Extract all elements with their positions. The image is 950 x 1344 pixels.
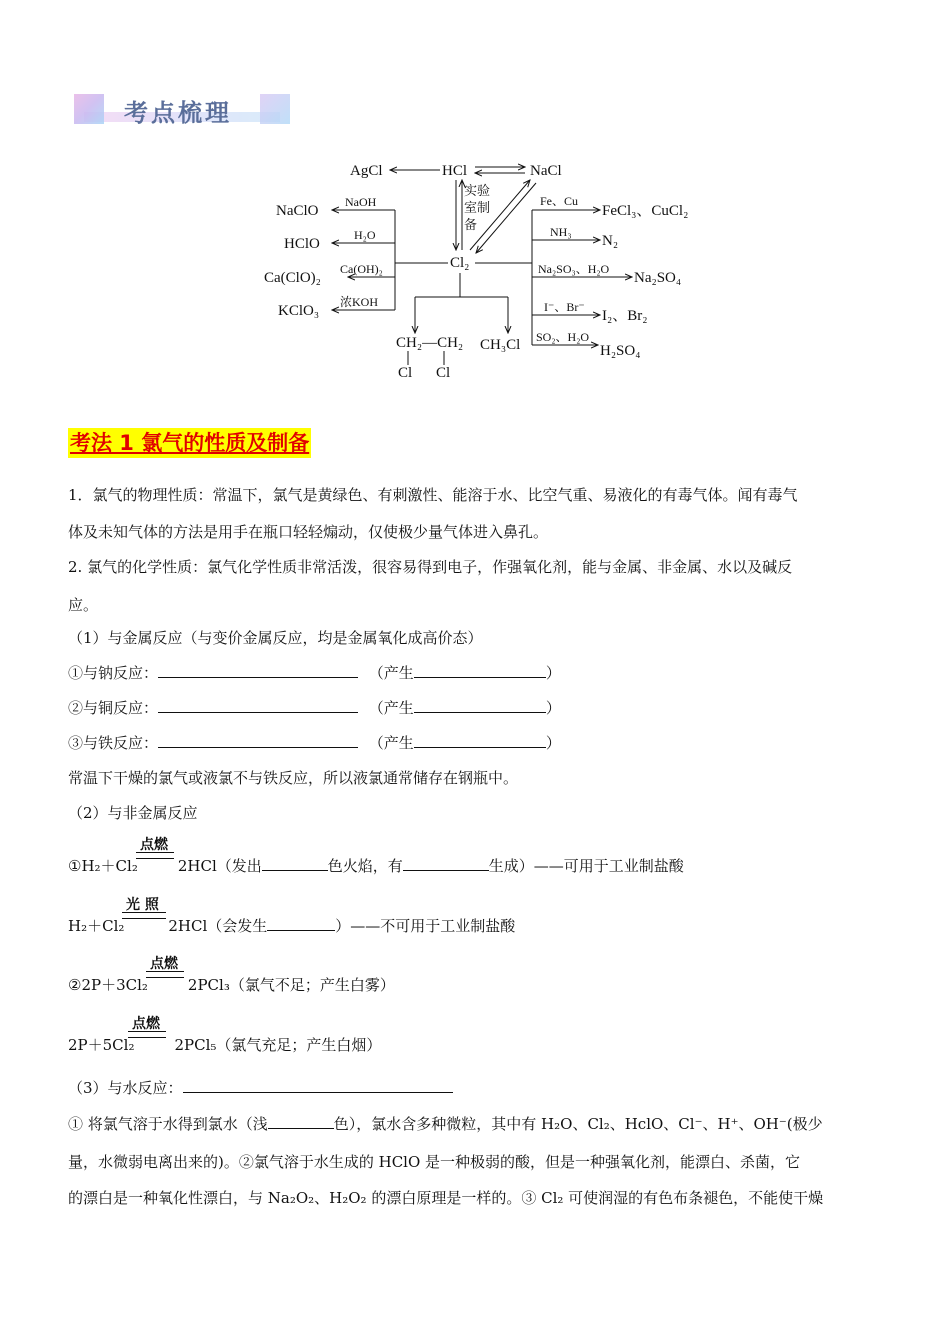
sodium-reaction [68, 663, 561, 683]
section-title: 考法 1 氯气的性质及制备 [68, 428, 311, 458]
produce-label: （产生 [368, 699, 414, 717]
reagent-fecu: Fe、Cu [540, 194, 579, 208]
product-caclo2: Ca(ClO)₂ [264, 270, 321, 286]
equation-left: 2P＋5Cl₂ [68, 1036, 135, 1054]
product-h2so4: H₂SO₄ [600, 343, 641, 359]
equation-left: ②2P＋3Cl₂ [68, 976, 148, 994]
p-cl2-pcl5-equation [68, 1035, 381, 1055]
product-naclo: NaClO [276, 203, 319, 219]
answer-blank[interactable] [414, 663, 546, 678]
physical-properties-line2: 体及未知气体的方法是用手在瓶口轻轻煽动，仅使极少量气体进入鼻孔。 [68, 523, 549, 541]
equation-left: ①H₂＋Cl₂ [68, 857, 138, 875]
answer-blank[interactable] [262, 856, 328, 871]
cl2-label: Cl₂ [450, 255, 470, 271]
chlorine-water-line1 [68, 1114, 823, 1134]
header-right-square [260, 94, 290, 124]
nacl-label: NaCl [530, 163, 562, 179]
condition-ignite: 点燃 [140, 837, 168, 853]
reagent-na2so3: Na₂SO₃、H₂O [538, 262, 610, 276]
answer-blank[interactable] [267, 916, 335, 931]
equation-right: 2PCl₅（氯气充足；产生白烟） [174, 1036, 382, 1054]
product-hclo: HClO [284, 236, 320, 252]
iron-storage-note: 常温下干燥的氯气或液氯不与铁反应，所以液氯通常储存在钢瓶中。 [68, 769, 519, 787]
lab-label-1: 实验 [464, 183, 491, 198]
condition-ignite: 点燃 [150, 956, 178, 972]
copper-label: ②与铜反应： [68, 699, 159, 717]
reagent-caoh2: Ca(OH)₂ [340, 262, 383, 276]
reagent-halide: I⁻、Br⁻ [544, 300, 585, 314]
answer-blank[interactable] [414, 733, 546, 748]
chlorine-water-text: 色），氯水含多种微粒，其中有 H₂O、Cl₂、HclO、Cl⁻、H⁺、OH⁻(极少 [333, 1115, 823, 1133]
condition-ignite: 点燃 [132, 1016, 160, 1032]
section-header [74, 92, 294, 128]
answer-blank[interactable] [158, 663, 358, 678]
chemical-properties-line2: 应。 [68, 596, 99, 614]
lab-label-3: 备 [464, 217, 478, 232]
product-na2so4: Na₂SO₄ [634, 270, 682, 286]
chlorine-reaction-diagram [264, 155, 690, 385]
equation-right: ）——不可用于工业制盐酸 [335, 917, 516, 935]
dichloroethane-cl1: Cl [398, 365, 413, 381]
chlorine-water-line3: 的漂白是一种氧化性漂白，与 Na₂O₂、H₂O₂ 的漂白原理是一样的。③ Cl₂ 可使润湿的有色布条褪色，不能使干燥 [68, 1189, 824, 1207]
equation-right: 2HCl（会发生 [168, 917, 268, 935]
sodium-label: ①与钠反应： [68, 664, 159, 682]
reagent-nh3: NH₃ [550, 225, 572, 239]
water-title-label: （3）与水反应： [68, 1079, 183, 1097]
equation-right: 色火焰，有 [327, 857, 403, 875]
iron-label: ③与铁反应： [68, 734, 159, 752]
answer-blank[interactable] [414, 698, 546, 713]
physical-properties-line1: 1．氯气的物理性质：常温下，氯气是黄绿色、有刺激性、能溶于水、比空气重、易液化的有毒气体。闻有毒气 [68, 486, 798, 504]
header-title: 考点梳理 [124, 99, 232, 127]
chlorine-water-line2: 量，水微弱电离出来的)。②氯气溶于水生成的 HClO 是一种极弱的酸，但是一种强氧化剂，能漂白、杀菌，它 [68, 1153, 801, 1171]
p-cl2-pcl3-equation [68, 975, 395, 995]
close-paren: ） [545, 699, 561, 717]
reagent-koh: 浓KOH [340, 295, 378, 309]
answer-blank[interactable] [183, 1078, 453, 1093]
equation-right: 生成）——可用于工业制盐酸 [488, 857, 684, 875]
h2-cl2-light-equation [68, 916, 515, 936]
equation-left: H₂＋Cl₂ [68, 917, 125, 935]
dichloroethane-top: CH₂—CH₂ [396, 335, 464, 351]
product-fecl3: FeCl₃、CuCl₂ [602, 203, 689, 219]
produce-label: （产生 [368, 734, 414, 752]
nonmetal-reaction-title: （2）与非金属反应 [68, 804, 198, 822]
water-reaction-title [68, 1078, 453, 1098]
reagent-h2o: H₂O [354, 228, 376, 242]
equation-right: 2HCl（发出 [177, 857, 262, 875]
produce-label: （产生 [368, 664, 414, 682]
condition-light: 光 照 [126, 897, 159, 913]
h2-cl2-ignite-equation [68, 856, 684, 876]
product-n2: N₂ [602, 233, 619, 249]
reagent-so2: SO₂、H₂O [536, 330, 590, 344]
product-i2: I₂、Br₂ [602, 308, 648, 324]
dichloroethane-cl2: Cl [436, 365, 451, 381]
ch3cl-label: CH₃Cl [480, 337, 521, 353]
product-kclo3: KClO₃ [278, 303, 320, 319]
metal-reaction-title: （1）与金属反应（与变价金属反应，均是金属氧化成高价态） [68, 629, 483, 647]
answer-blank[interactable] [403, 856, 489, 871]
answer-blank[interactable] [158, 733, 358, 748]
copper-reaction [68, 698, 561, 718]
close-paren: ） [545, 664, 561, 682]
equation-right: 2PCl₃（氯气不足；产生白雾） [187, 976, 395, 994]
chemical-properties-line1: 2. 氯气的化学性质：氯气化学性质非常活泼，很容易得到电子，作强氧化剂，能与金属、非金属、水以及碱反 [68, 558, 793, 576]
header-left-square [74, 94, 104, 124]
agcl-label: AgCl [350, 163, 383, 179]
answer-blank[interactable] [158, 698, 358, 713]
chlorine-water-text: ① 将氯气溶于水得到氯水（浅 [68, 1115, 268, 1133]
lab-label-2: 室制 [464, 200, 491, 215]
close-paren: ） [545, 734, 561, 752]
iron-reaction [68, 733, 561, 753]
hcl-label: HCl [442, 163, 468, 179]
reagent-naoh: NaOH [345, 195, 377, 209]
answer-blank[interactable] [268, 1114, 334, 1129]
